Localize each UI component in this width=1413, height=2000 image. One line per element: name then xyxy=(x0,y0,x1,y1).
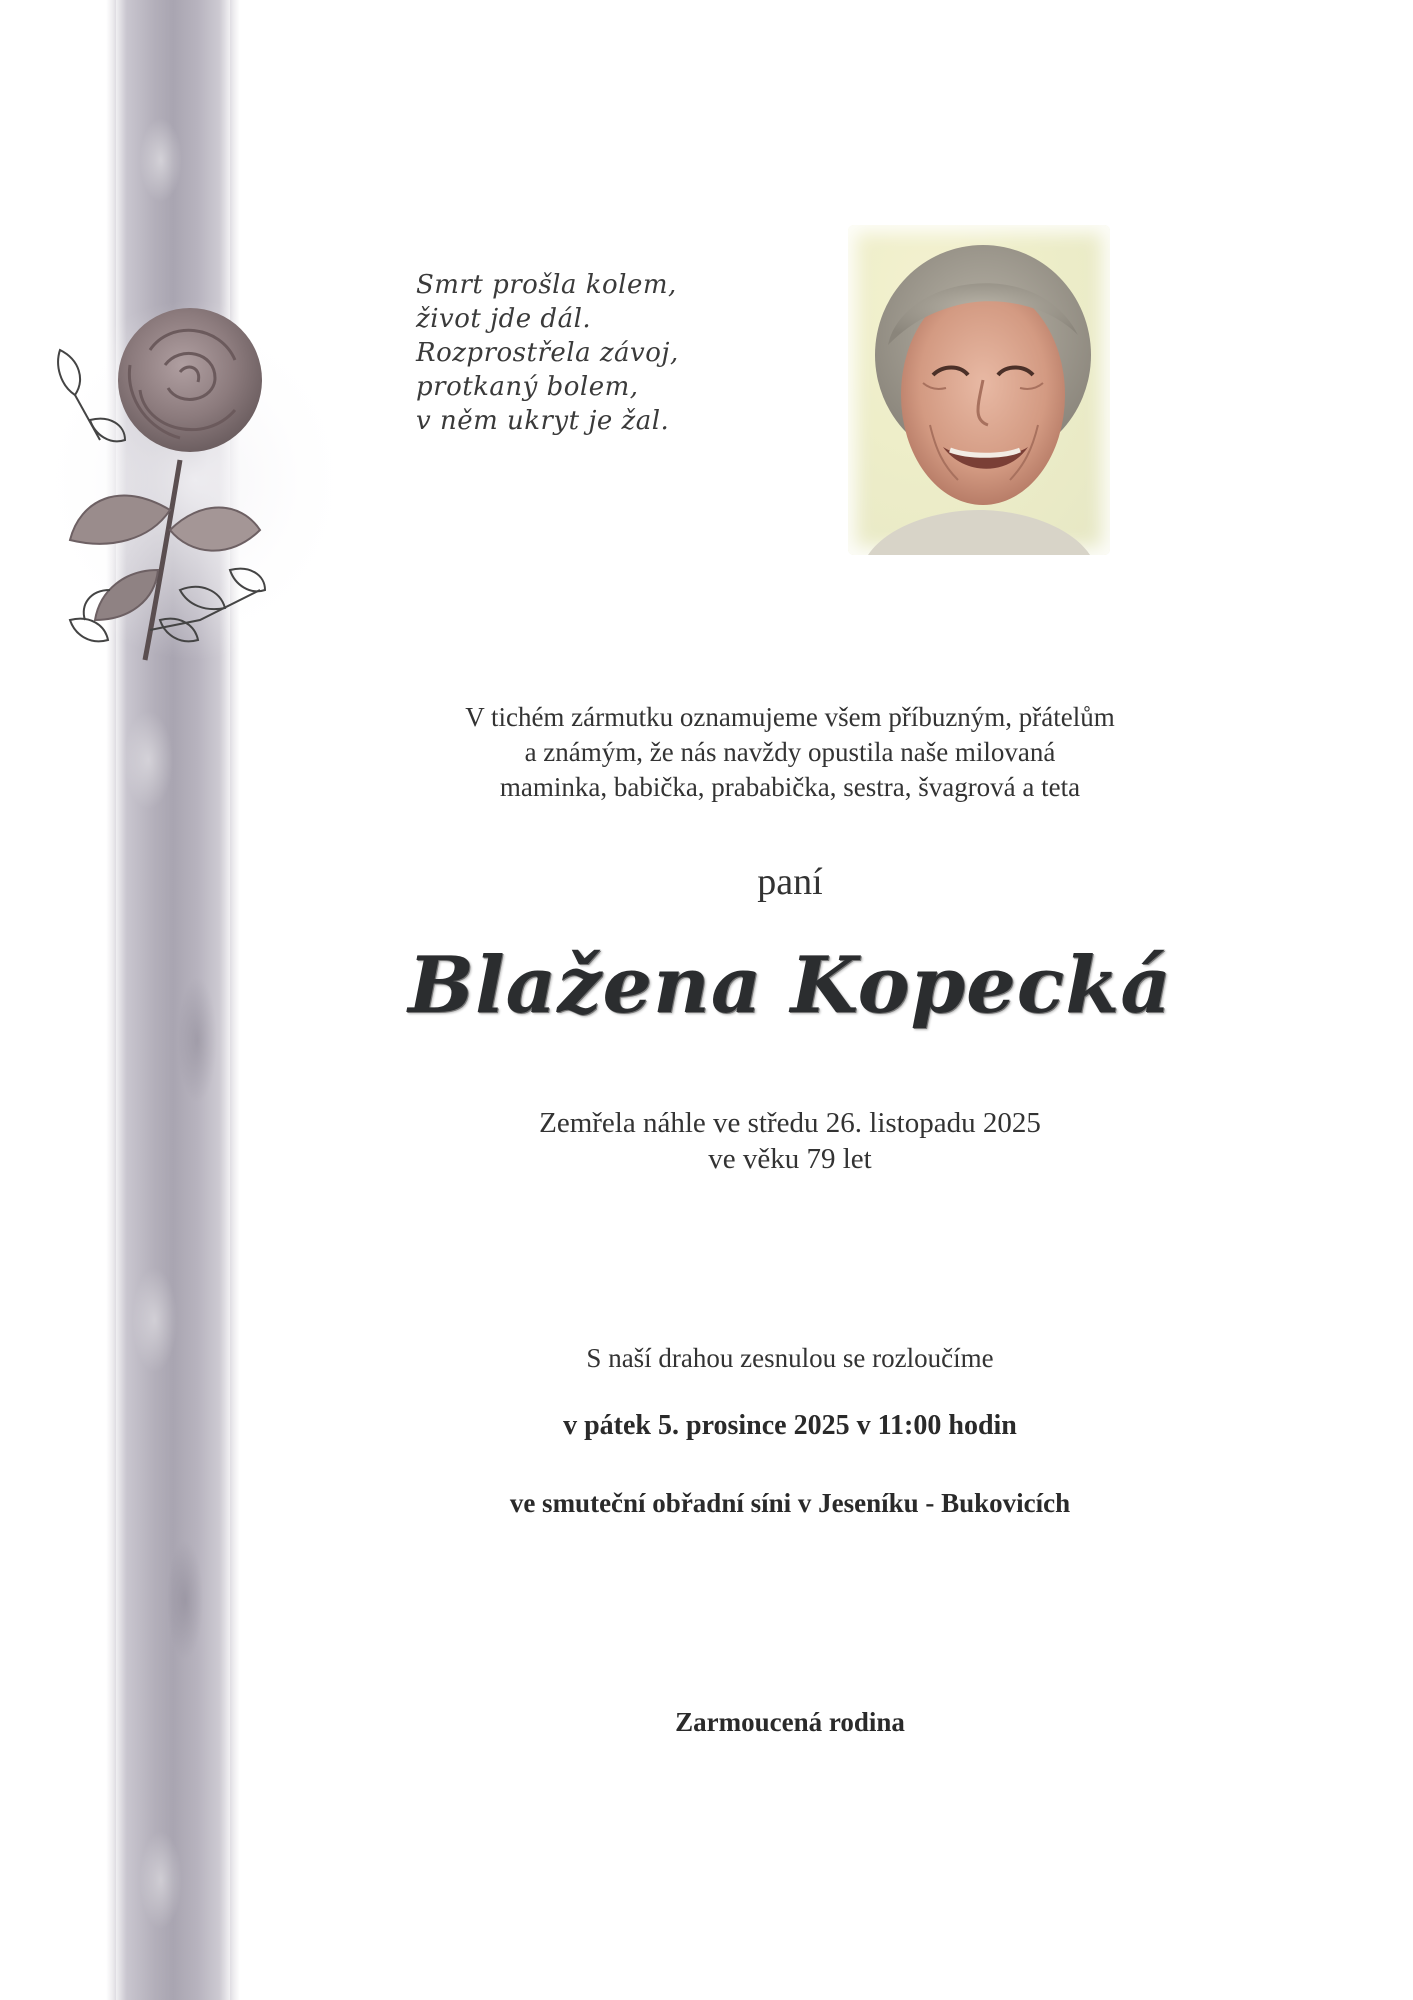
announcement-line: a známým, že nás navždy opustila naše milovaná xyxy=(524,737,1056,767)
death-date-line: Zemřela náhle ve středu 26. listopadu 2025 xyxy=(539,1107,1041,1139)
death-info xyxy=(380,1105,1200,1177)
farewell-date: v pátek 5. prosince 2025 v 11:00 hodin xyxy=(563,1410,1017,1441)
poem-line: Smrt prošla kolem, xyxy=(416,270,677,300)
rose-icon xyxy=(30,290,360,670)
age-line: ve věku 79 let xyxy=(708,1143,872,1175)
poem-line: v něm ukryt je žal. xyxy=(416,406,670,436)
farewell-place: ve smuteční obřadní síni v Jeseníku - Bukovicích xyxy=(509,1488,1071,1518)
poem-line: protkaný bolem, xyxy=(416,372,639,402)
announcement-text xyxy=(380,700,1200,805)
deceased-name: Blažena Kopecká xyxy=(408,940,1172,1031)
portrait-photo xyxy=(848,225,1110,555)
announcement-line: V tichém zármutku oznamujeme všem příbuzným, přátelům xyxy=(465,702,1115,732)
poem xyxy=(416,268,746,438)
announcement-line: maminka, babička, prababička, sestra, švagrová a teta xyxy=(499,772,1081,802)
poem-line: život jde dál. xyxy=(416,304,592,334)
signature: Zarmoucená rodina xyxy=(675,1707,905,1737)
poem-line: Rozprostřela závoj, xyxy=(416,338,679,368)
honorific: paní xyxy=(757,861,823,903)
farewell-intro: S naší drahou zesnulou se rozloučíme xyxy=(586,1343,994,1373)
